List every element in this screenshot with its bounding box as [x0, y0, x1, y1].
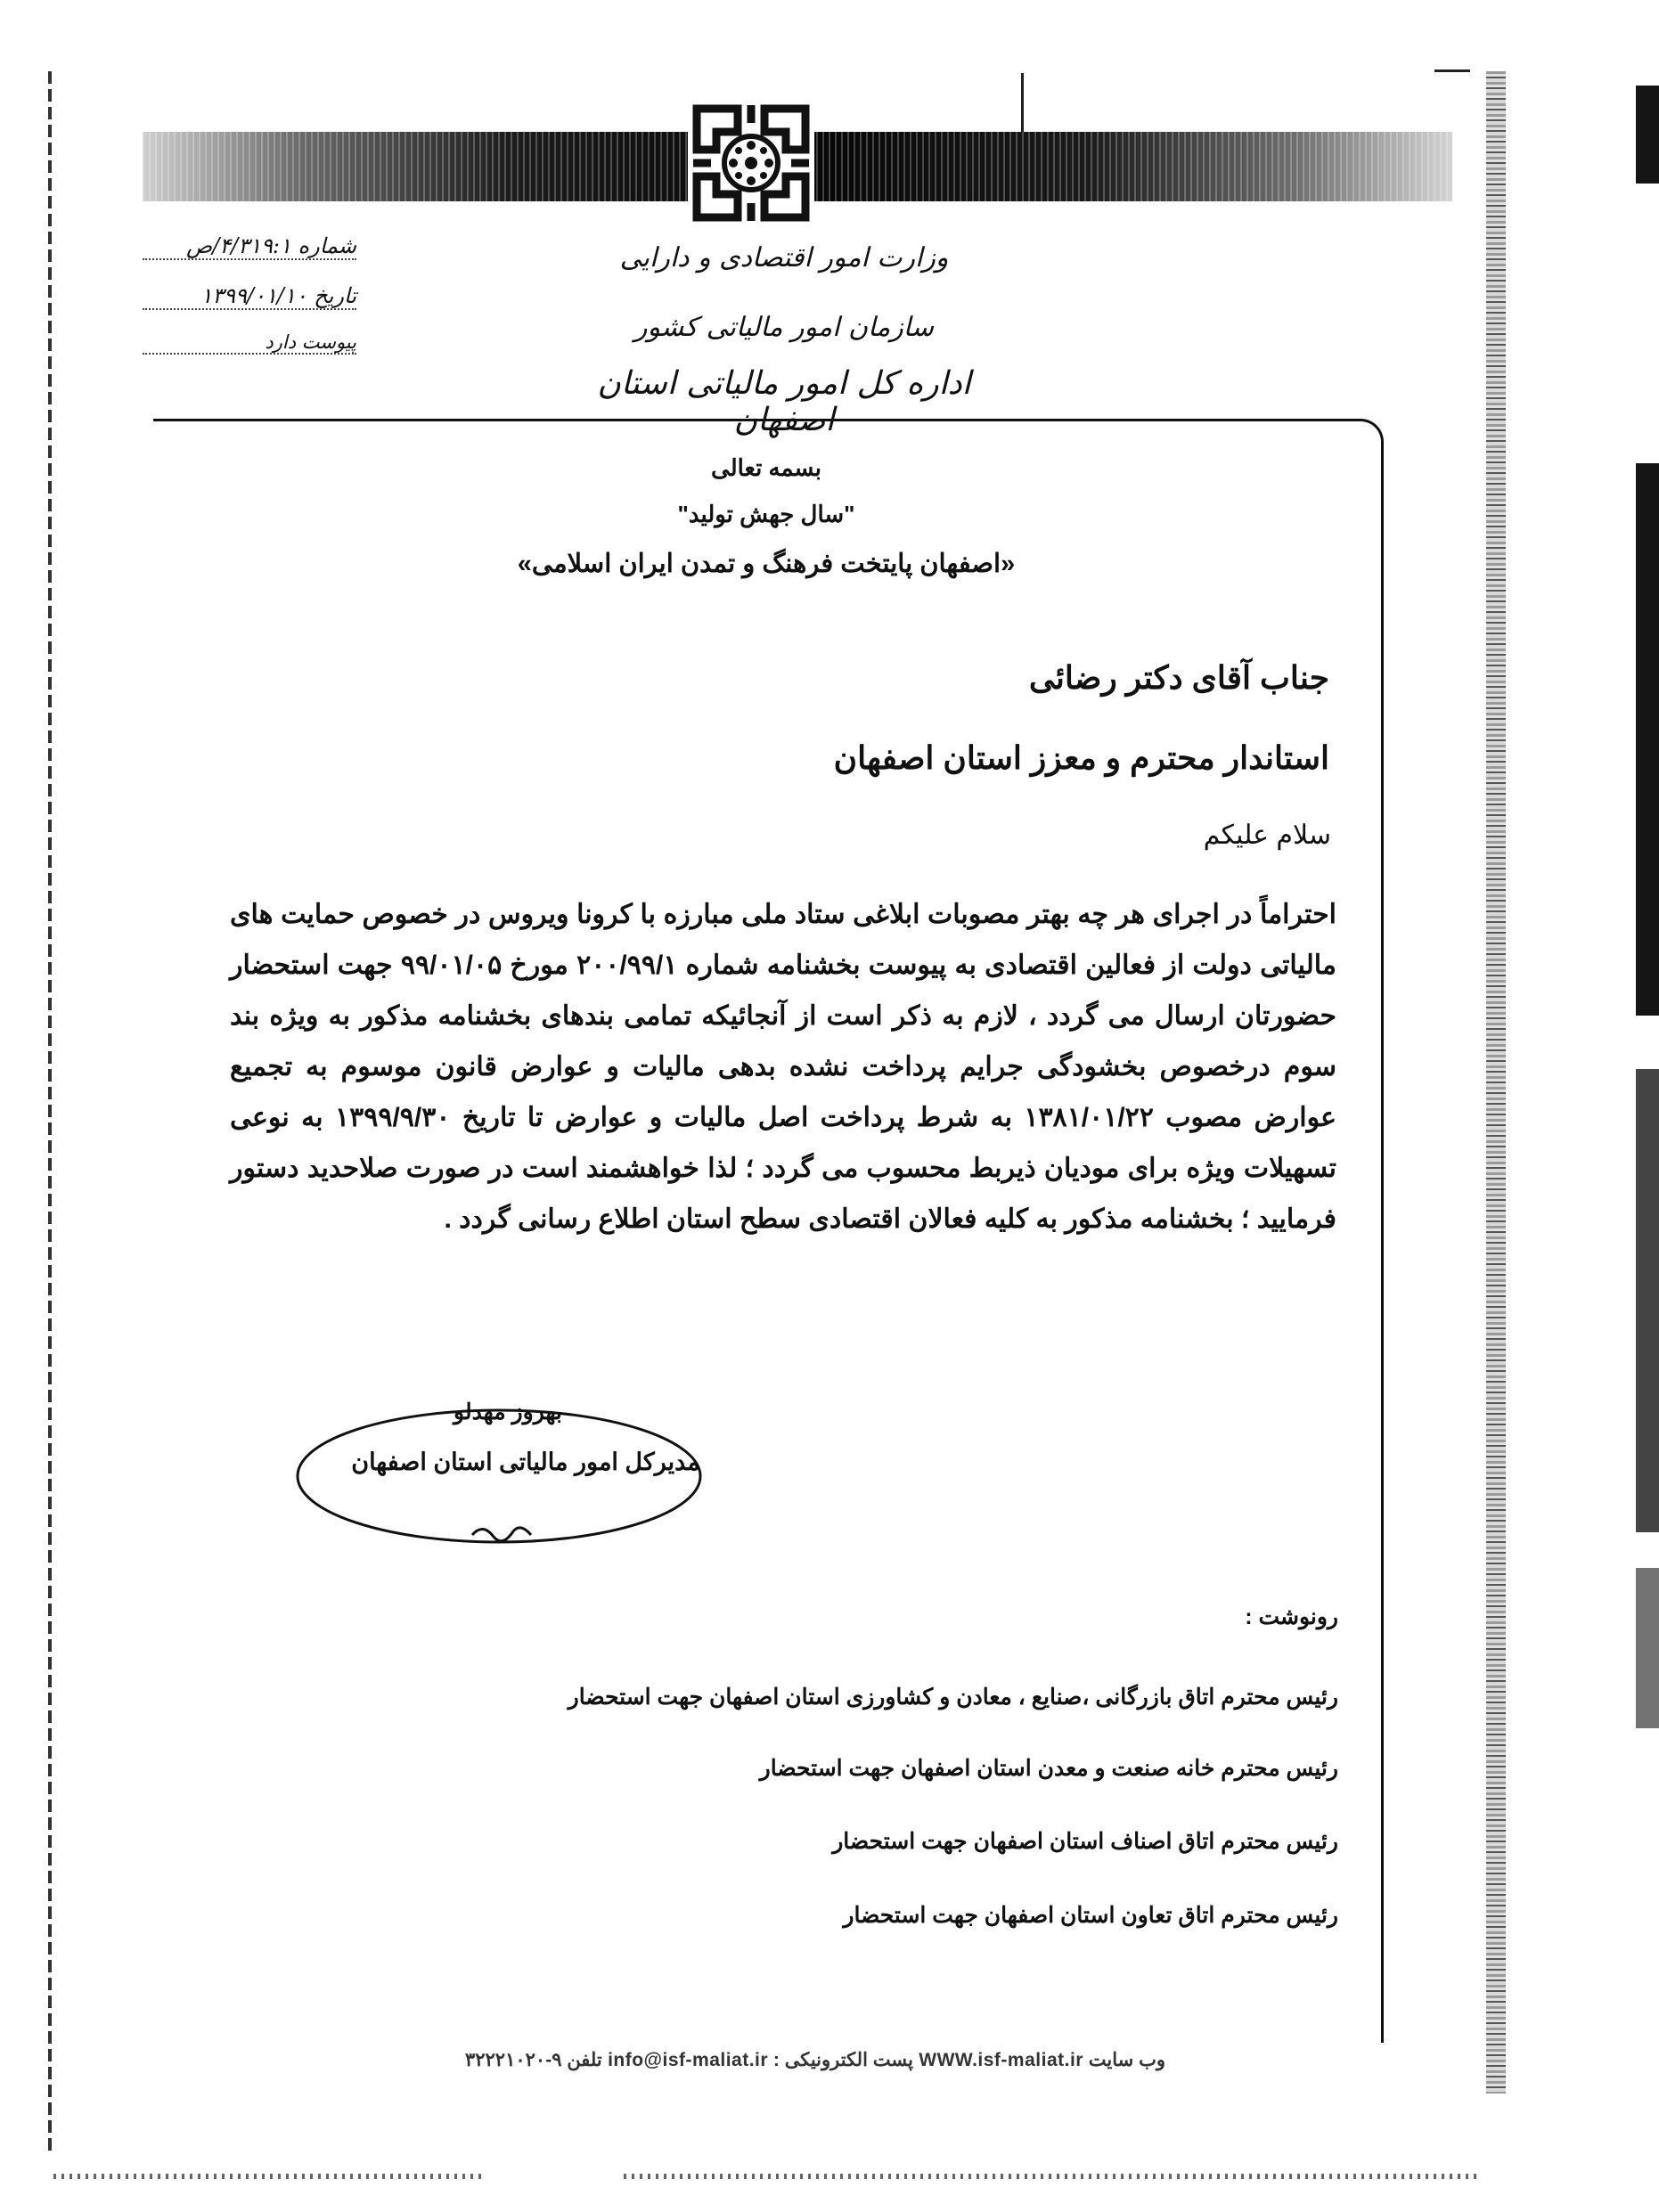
scan-noise: [53, 2174, 481, 2179]
letter-attachment: پیوست دارد: [143, 331, 356, 355]
greeting: سلام علیکم: [1203, 820, 1331, 850]
scan-right-edge: [1486, 71, 1506, 2094]
letter-number: شماره ۴/۳۱۹:۱/ص: [143, 233, 356, 260]
crease-line: [1021, 73, 1024, 135]
cc-item: رئیس محترم خانه صنعت و معدن استان اصفهان جهت استحضار: [759, 1756, 1338, 1781]
scan-edge-mark: [1636, 463, 1659, 1016]
scan-left-border: [48, 71, 52, 2156]
city-slogan: «اصفهان پایتخت فرهنگ و تمدن ایران اسلامی»: [517, 550, 1016, 578]
tax-organization-emblem: [684, 96, 818, 230]
crease-line: [1434, 69, 1470, 72]
recipient-title: استاندار محترم و معزز استان اصفهان: [833, 739, 1329, 776]
signatory-title: مدیرکل امور مالیاتی استان اصفهان: [351, 1449, 700, 1475]
letter-date: تاریخ ۱۳۹۹/۰۱/۱۰: [143, 283, 356, 310]
recipient-name: جناب آقای دکتر رضائی: [1028, 659, 1329, 696]
cc-item: رئیس محترم اتاق بازرگانی ،صنایع ، معادن و کشاورزی استان اصفهان جهت استحضار: [568, 1685, 1338, 1710]
scan-edge-mark: [1636, 1568, 1659, 1728]
invocation-heading: بسمه تعالی: [711, 454, 821, 481]
scan-edge-mark: [1636, 86, 1659, 184]
cc-item: رئیس محترم اتاق اصناف استان اصفهان جهت استحضار: [832, 1829, 1338, 1854]
year-slogan: "سال جهش تولید": [677, 501, 855, 527]
cc-item: رئیس محترم اتاق تعاون استان اصفهان جهت استحضار: [843, 1903, 1338, 1928]
cc-label: رونوشت :: [1245, 1604, 1338, 1629]
organization-name: سازمان امور مالیاتی کشور: [634, 312, 934, 343]
department-name: اداره کل امور مالیاتی استان اصفهان: [597, 365, 971, 438]
scan-edge-mark: [1636, 1069, 1659, 1532]
footer-contact: وب سایت WWW.isf-maliat.ir پست الکترونیکی : info@isf-maliat.ir تلفن ۹-۳۲۲۲۱۰۲۰: [464, 2050, 1166, 2070]
ministry-name: وزارت امور اقتصادی و دارایی: [619, 242, 949, 273]
signatory-name: بهروز مهدلو: [454, 1400, 562, 1424]
scan-noise: [624, 2174, 1479, 2179]
letter-body: احتراماً در اجرای هر چه بهتر مصوبات ابلاغی ستاد ملی مبارزه با کرونا ویروس در خصوص حمایت های مالیاتی دولت از فعالین اقتصادی به پیوست بخشنامه شماره ۲۰۰/۹۹/۱ مورخ ۹۹/۰۱/۰۵ جهت استحضار حضورتان ارسال می گردد ، لازم به ذکر است از آنجائیکه تمامی بندهای بخشنامه مذکور به ویژه بند سوم درخصوص بخشودگی جرایم پرداخت نشده بدهی مالیات و عوارض قانون موسوم به تجمیع عوارض مصوب ۱۳۸۱/۰۱/۲۲ به شرط پرداخت اصل مالیات و عوارض تا تاریخ ۱۳۹۹/۹/۳۰ به نوعی تسهیلات ویژه برای مودیان ذیربط محسوب می گردد ؛ لذا خواهشمند است در صورت صلاحدید دستور فرمایید ؛ بخشنامه مذکور به کلیه فعالان اقتصادی سطح استان اطلاع رسانی گردد .: [230, 900, 1337, 1234]
